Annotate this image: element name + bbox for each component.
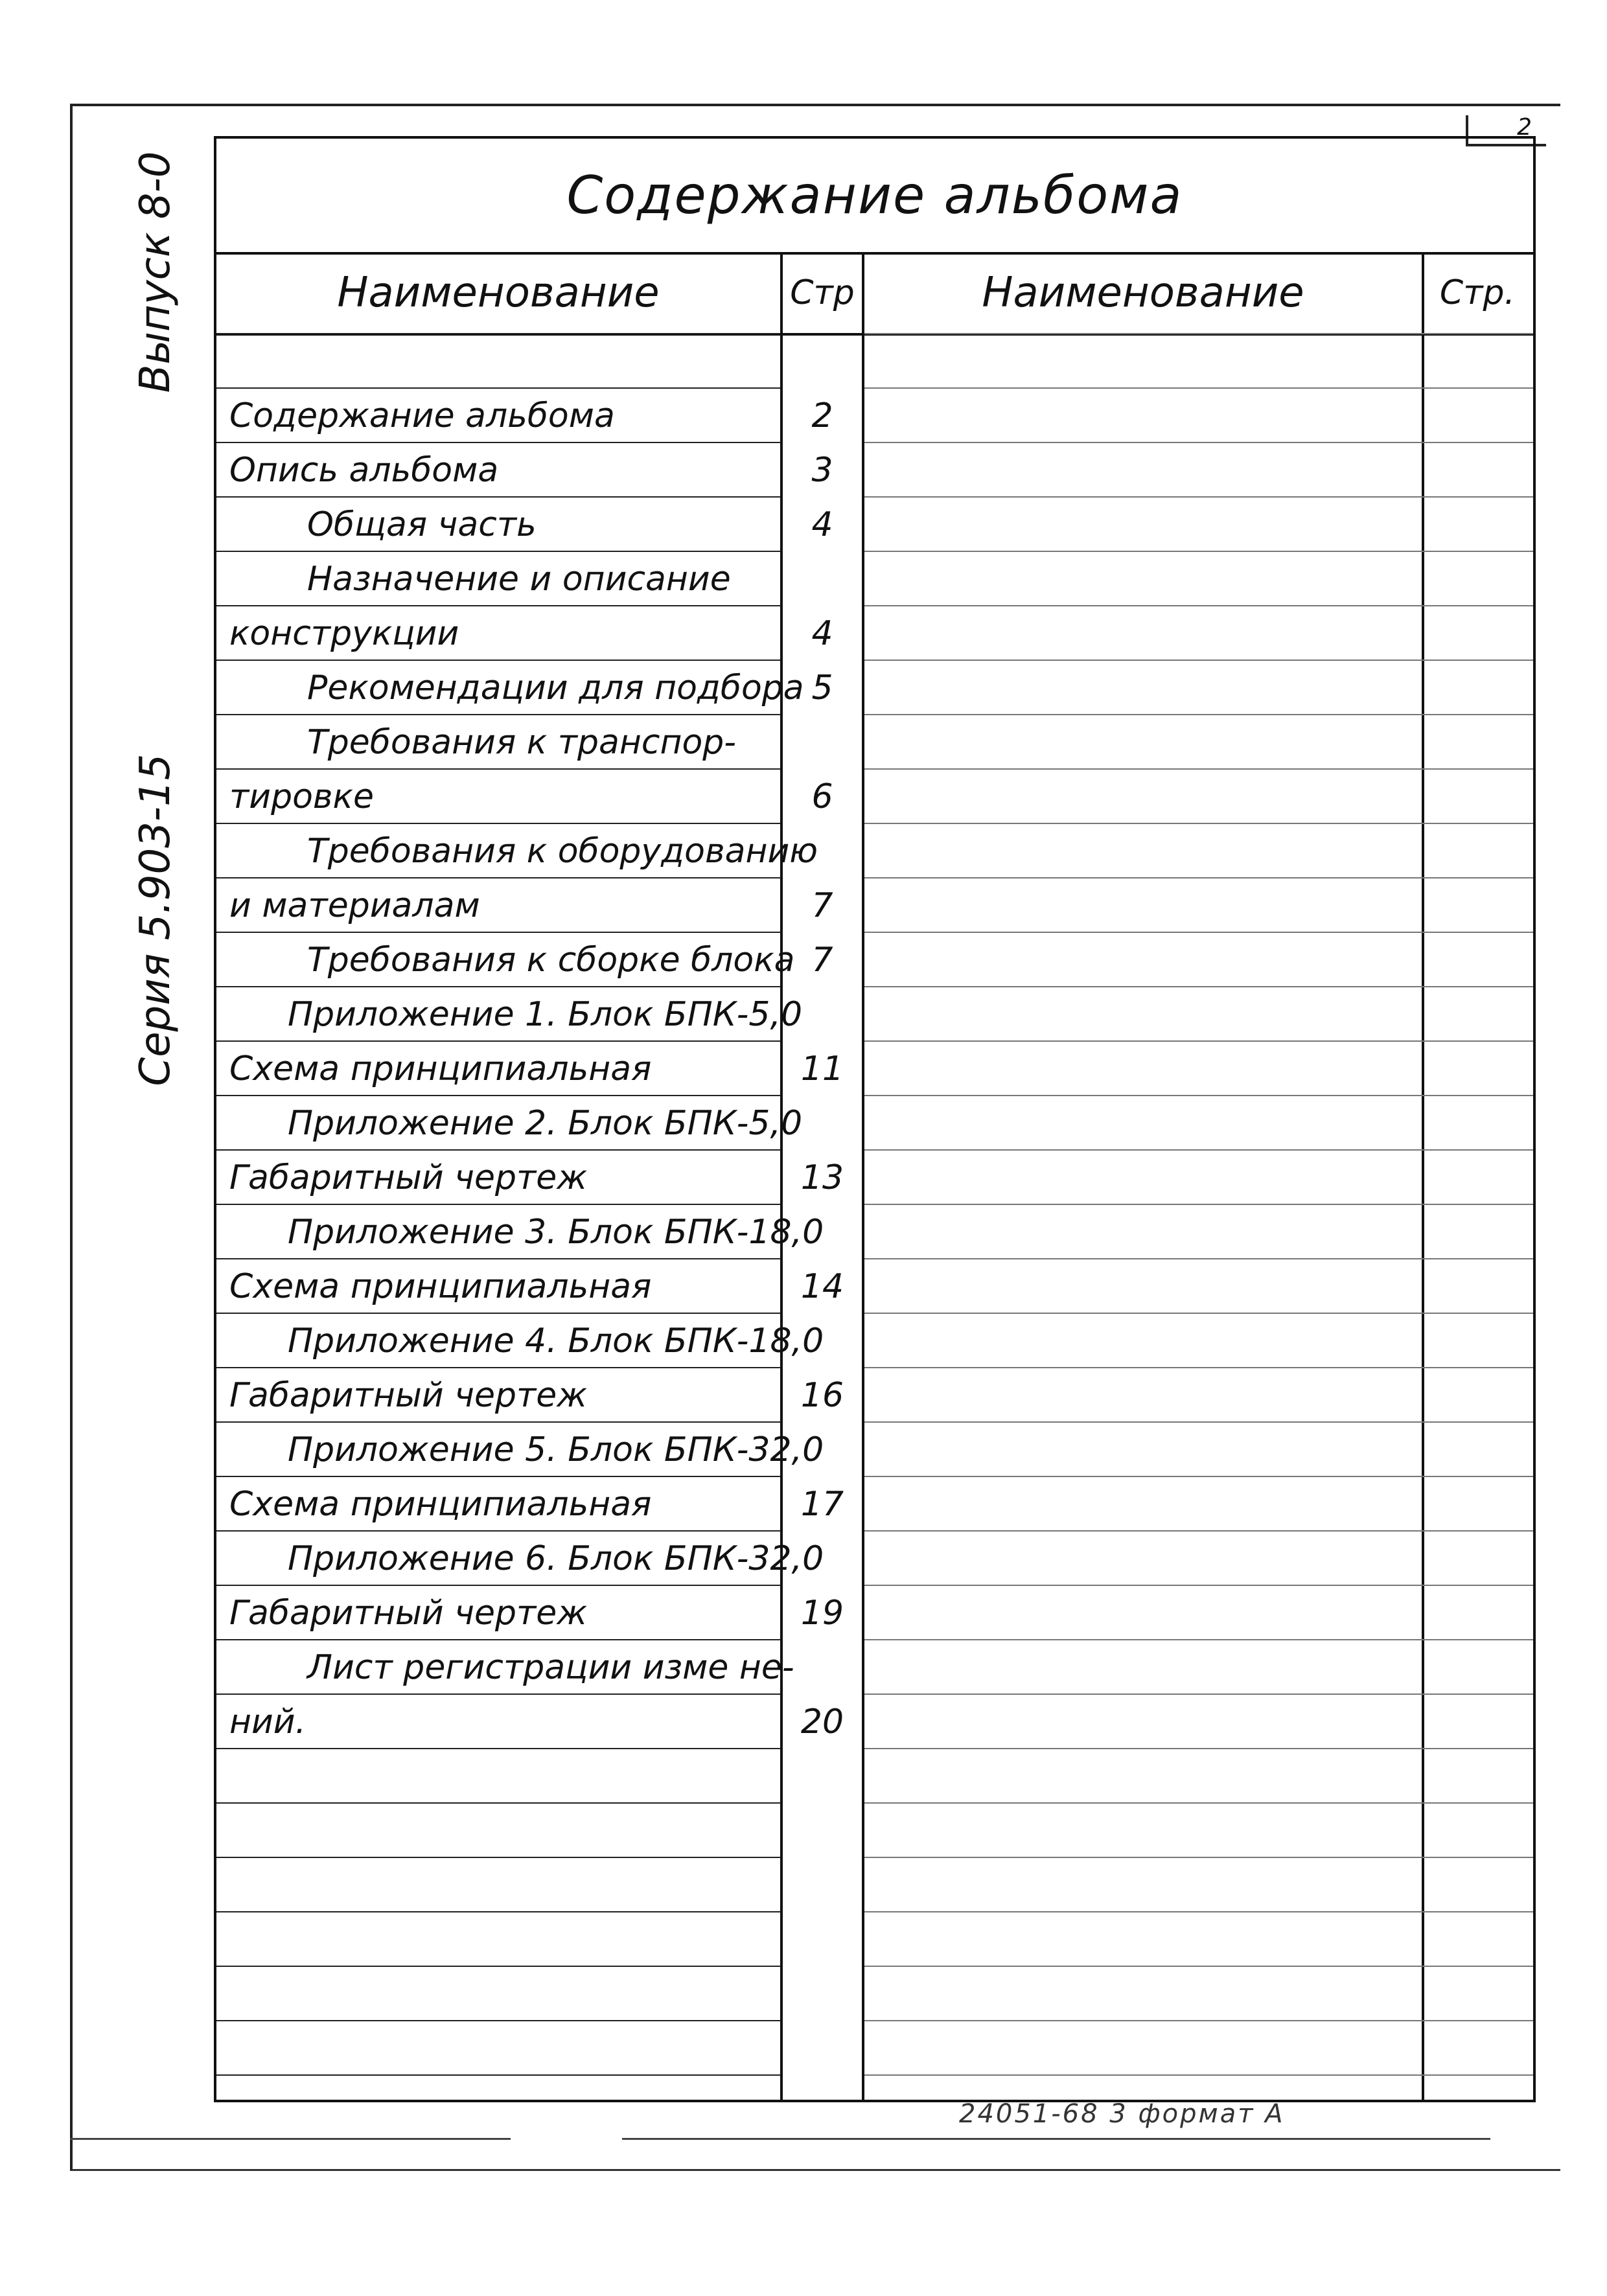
- row-page-number: 6: [811, 777, 833, 816]
- row-rule: [864, 1204, 1533, 1205]
- row-rule: [864, 1367, 1533, 1368]
- row-title: Приложение 5. Блок БПК-32,0: [288, 1430, 824, 1469]
- row-rule: [216, 877, 780, 878]
- row-rule: [216, 1911, 780, 1912]
- row-title: Рекомендации для подбора: [307, 669, 804, 707]
- row-rule: [216, 1693, 780, 1695]
- row-rule: [216, 333, 780, 334]
- page-number: 2: [1517, 114, 1532, 141]
- footer-rule: [622, 2138, 1490, 2140]
- row-title: Приложение 3. Блок БПК-18,0: [288, 1213, 824, 1252]
- contents-table: [214, 136, 1536, 2102]
- row-title: Общая часть: [307, 505, 537, 544]
- row-rule: [216, 387, 780, 389]
- side-label-series: Серия 5.903-15: [132, 753, 179, 1086]
- row-rule: [216, 1748, 780, 1749]
- row-rule: [216, 660, 780, 661]
- row-rule: [864, 442, 1533, 443]
- row-title: Приложение 1. Блок БПК-5,0: [288, 995, 803, 1034]
- row-rule: [216, 768, 780, 770]
- row-rule: [864, 1258, 1533, 1259]
- footer-rule: [70, 2138, 511, 2140]
- row-title: и материалам: [229, 886, 480, 925]
- row-rule: [864, 1966, 1533, 1967]
- row-title: Требования к транспор-: [307, 723, 737, 762]
- row-rule: [864, 333, 1533, 334]
- row-rule: [216, 1421, 780, 1423]
- row-rule: [864, 1040, 1533, 1042]
- row-page-number: 3: [811, 451, 833, 490]
- row-rule: [864, 1748, 1533, 1749]
- column-divider: [780, 252, 783, 2100]
- row-rule: [216, 2020, 780, 2021]
- row-rule: [216, 2074, 780, 2076]
- row-page-number: 7: [811, 941, 833, 980]
- row-rule: [216, 1204, 780, 1205]
- row-rule: [864, 1857, 1533, 1858]
- row-page-number: 4: [811, 614, 833, 653]
- row-page-number: 16: [800, 1376, 844, 1415]
- header-page-left: Стр: [780, 252, 864, 336]
- row-rule: [216, 1040, 780, 1042]
- row-rule: [864, 387, 1533, 389]
- row-page-number: 4: [811, 505, 833, 544]
- column-divider: [862, 252, 864, 2100]
- row-rule: [864, 1911, 1533, 1912]
- row-rule: [864, 660, 1533, 661]
- side-label-issue: Выпуск 8-0: [132, 151, 179, 393]
- row-rule: [864, 1313, 1533, 1314]
- row-title: Назначение и описание: [307, 560, 731, 599]
- row-rule: [216, 1476, 780, 1477]
- row-rule: [216, 1585, 780, 1586]
- row-rule: [216, 1367, 780, 1368]
- row-page-number: 14: [800, 1267, 844, 1306]
- row-rule: [864, 768, 1533, 770]
- row-title: Схема принципиальная: [229, 1267, 652, 1306]
- row-page-number: 13: [800, 1158, 844, 1197]
- row-rule: [216, 714, 780, 715]
- row-rule: [864, 605, 1533, 606]
- row-rule: [216, 551, 780, 552]
- row-title: тировке: [229, 777, 374, 816]
- row-rule: [216, 932, 780, 933]
- row-rule: [864, 714, 1533, 715]
- row-rule: [864, 877, 1533, 878]
- row-rule: [864, 932, 1533, 933]
- row-rule: [216, 1857, 780, 1858]
- row-title: Схема принципиальная: [229, 1050, 652, 1088]
- row-rule: [216, 1966, 780, 1967]
- row-rule: [864, 1802, 1533, 1804]
- row-rule: [216, 1095, 780, 1096]
- row-rule: [864, 1476, 1533, 1477]
- row-rule: [216, 823, 780, 824]
- row-rule: [864, 2074, 1533, 2076]
- row-rule: [864, 1585, 1533, 1586]
- row-rule: [216, 1313, 780, 1314]
- row-rule: [864, 2020, 1533, 2021]
- row-rule: [216, 1802, 780, 1804]
- row-page-number: 7: [811, 886, 833, 925]
- row-title: Требования к сборке блока: [307, 941, 795, 980]
- row-rule: [864, 823, 1533, 824]
- row-rule: [864, 1639, 1533, 1640]
- row-title: конструкции: [229, 614, 459, 653]
- row-rule: [216, 1149, 780, 1151]
- row-title: Лист регистрации изме не-: [307, 1648, 794, 1687]
- row-rule: [864, 496, 1533, 498]
- row-title: Приложение 4. Блок БПК-18,0: [288, 1322, 824, 1360]
- row-page-number: 2: [811, 396, 833, 435]
- column-divider: [1422, 252, 1424, 2100]
- row-rule: [864, 1095, 1533, 1096]
- row-rule: [216, 986, 780, 987]
- row-title: Габаритный чертеж: [229, 1158, 588, 1197]
- row-title: Опись альбома: [229, 451, 499, 490]
- row-rule: [864, 1421, 1533, 1423]
- row-title: Схема принципиальная: [229, 1485, 652, 1524]
- row-rule: [216, 1639, 780, 1640]
- row-page-number: 17: [800, 1485, 844, 1524]
- header-name-right: Наименование: [864, 252, 1422, 336]
- row-rule: [216, 442, 780, 443]
- row-title: Габаритный чертеж: [229, 1594, 588, 1633]
- row-page-number: 11: [800, 1050, 844, 1088]
- row-rule: [864, 1530, 1533, 1532]
- row-page-number: 5: [811, 669, 833, 707]
- row-title: Содержание альбома: [229, 396, 615, 435]
- row-rule: [864, 1693, 1533, 1695]
- row-page-number: 20: [800, 1703, 844, 1741]
- row-rule: [216, 605, 780, 606]
- row-title: Приложение 6. Блок БПК-32,0: [288, 1539, 824, 1578]
- row-rule: [864, 551, 1533, 552]
- row-title: Приложение 2. Блок БПК-5,0: [288, 1104, 803, 1143]
- header-page-right: Стр.: [1422, 252, 1533, 336]
- row-rule: [864, 986, 1533, 987]
- row-rule: [216, 496, 780, 498]
- row-title: Требования к оборудованию: [307, 832, 818, 871]
- row-rule: [216, 1530, 780, 1532]
- row-title: ний.: [229, 1703, 306, 1741]
- row-title: Габаритный чертеж: [229, 1376, 588, 1415]
- row-rule: [864, 1149, 1533, 1151]
- row-page-number: 19: [800, 1594, 844, 1633]
- row-rule: [216, 1258, 780, 1259]
- header-name-left: Наименование: [216, 252, 780, 336]
- page-title: Содержание альбома: [216, 139, 1533, 255]
- footer-stamp: 24051-68 3 формат А: [959, 2099, 1285, 2129]
